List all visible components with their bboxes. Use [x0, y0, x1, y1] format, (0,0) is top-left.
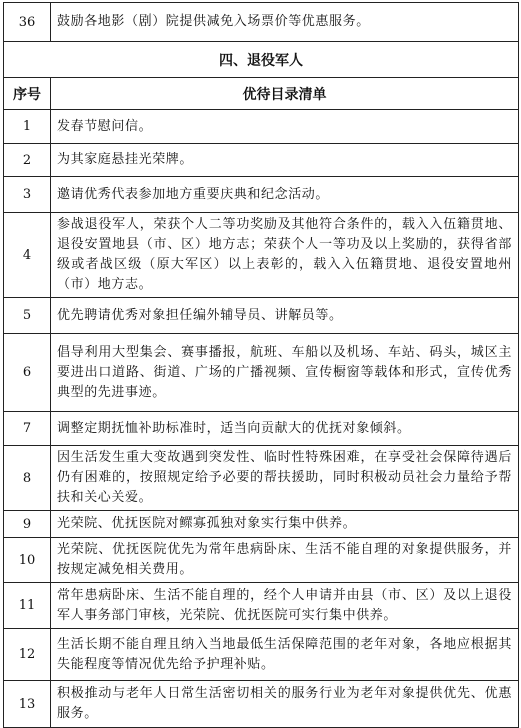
row-number: 4 — [4, 213, 51, 298]
row-number: 5 — [4, 298, 51, 334]
row-number: 1 — [4, 110, 51, 144]
table-row — [4, 177, 519, 213]
row-number: 11 — [4, 583, 51, 629]
column-header-list: 优待目录清单 — [51, 78, 519, 110]
row-number: 13 — [4, 681, 51, 728]
row-text: 常年患病卧床、生活不能自理的，经个人申请并由县（市、区）及以上退役军人事务部门审核，光荣院、优抚医院可实行集中供养。 — [51, 583, 519, 629]
row-text: 倡导利用大型集会、赛事播报，航班、车船以及机场、车站、码头，城区主要进出口道路、街道、广场的广播视频、宣传橱窗等载体和形式，宣传优秀典型的先进事迹。 — [51, 334, 519, 412]
row-number: 36 — [4, 3, 51, 42]
section-title: 四、退役军人 — [4, 42, 519, 78]
row-text: 积极推动与老年人日常生活密切相关的服务行业为老年对象提供优先、优惠服务。 — [51, 681, 519, 728]
row-text: 调整定期抚恤补助标准时，适当向贡献大的优抚对象倾斜。 — [51, 412, 519, 446]
row-text: 鼓励各地影（剧）院提供减免入场票价等优惠服务。 — [51, 3, 519, 42]
row-number: 7 — [4, 412, 51, 446]
row-text: 光荣院、优抚医院对鳏寡孤独对象实行集中供养。 — [51, 511, 519, 538]
table-row — [4, 213, 519, 298]
row-number: 6 — [4, 334, 51, 412]
table-row — [4, 681, 519, 728]
row-number: 12 — [4, 629, 51, 681]
table-row — [4, 412, 519, 446]
row-text: 参战退役军人，荣获个人二等功奖励及其他符合条件的，载入入伍籍贯地、退役安置地县（市、区）地方志；荣获个人一等功及以上奖励的，获得省部级或者战区级（原大军区）以上表彰的，载入入伍籍贯地、退役安置地州（市）地方志。 — [51, 213, 519, 298]
row-number: 8 — [4, 446, 51, 511]
row-number: 3 — [4, 177, 51, 213]
table-row — [4, 446, 519, 511]
table-row — [4, 3, 519, 42]
row-text: 邀请优秀代表参加地方重要庆典和纪念活动。 — [51, 177, 519, 213]
row-number: 2 — [4, 144, 51, 177]
row-number: 10 — [4, 538, 51, 583]
row-text: 为其家庭悬挂光荣牌。 — [51, 144, 519, 177]
row-text: 因生活发生重大变故遇到突发性、临时性特殊困难，在享受社会保障待遇后仍有困难的，按照规定给予必要的帮扶援助，同时积极动员社会力量给予帮扶和关心关爱。 — [51, 446, 519, 511]
section-row — [4, 42, 519, 78]
table-row — [4, 334, 519, 412]
table-row — [4, 110, 519, 144]
table-row — [4, 538, 519, 583]
table-row — [4, 298, 519, 334]
table-row — [4, 629, 519, 681]
row-number: 9 — [4, 511, 51, 538]
table-row — [4, 511, 519, 538]
row-text: 发春节慰问信。 — [51, 110, 519, 144]
table-row — [4, 583, 519, 629]
row-text: 优先聘请优秀对象担任编外辅导员、讲解员等。 — [51, 298, 519, 334]
row-text: 生活长期不能自理且纳入当地最低生活保障范围的老年对象，各地应根据其失能程度等情况优先给予护理补贴。 — [51, 629, 519, 681]
row-text: 光荣院、优抚医院优先为常年患病卧床、生活不能自理的对象提供服务，并按规定减免相关费用。 — [51, 538, 519, 583]
column-header-number: 序号 — [4, 78, 51, 110]
benefits-table — [3, 2, 519, 728]
header-row — [4, 78, 519, 110]
table-row — [4, 144, 519, 177]
